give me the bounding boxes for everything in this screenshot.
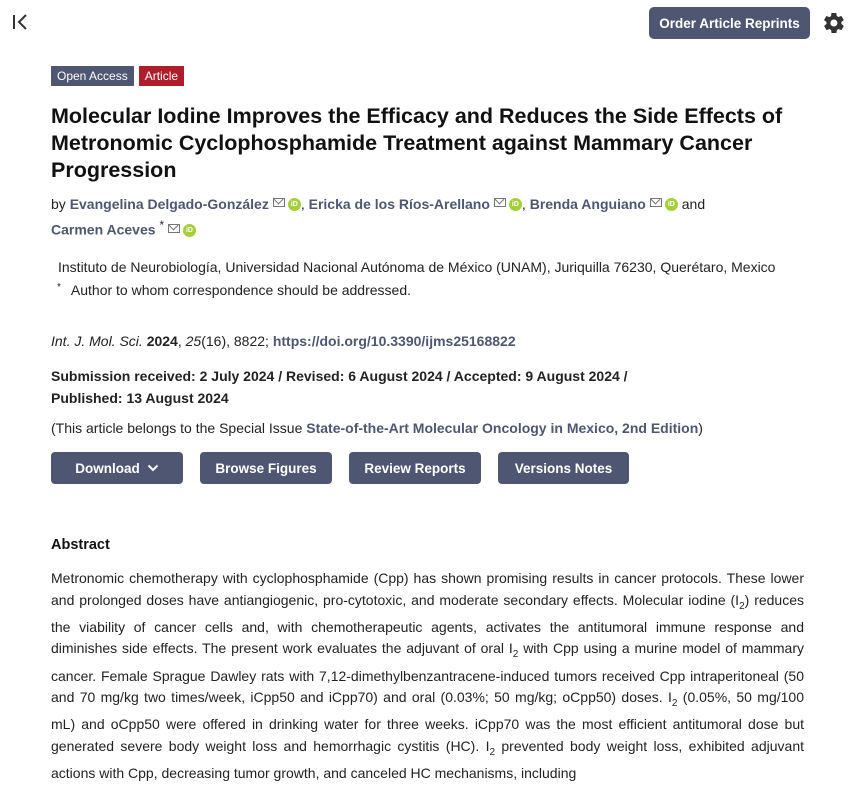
article-badges: [51, 66, 184, 86]
author-link[interactable]: Carmen Aceves: [51, 221, 156, 238]
doi-link[interactable]: https://doi.org/10.3390/ijms25168822: [272, 333, 516, 349]
special-issue-prefix: (This article belongs to the Special Issue: [51, 420, 307, 436]
subscript: 2: [512, 649, 519, 661]
order-reprints-button[interactable]: Order Article Reprints: [649, 7, 810, 39]
correspondence-text: Author to whom correspondence should be addressed.: [70, 282, 412, 298]
email-icon[interactable]: [273, 198, 285, 207]
gear-icon[interactable]: [822, 11, 846, 35]
abstract-part: Metronomic chemotherapy with cyclophosphamide (Cpp) has shown promising results in cancer protocols. These lower and prolonged doses have antiangiogenic, pro-cytotoxic, and moderate secondary effects. Molecular iodine (I: [51, 570, 804, 608]
article-type-badge: Article: [139, 66, 184, 86]
email-icon[interactable]: [650, 198, 662, 207]
by-label: by: [51, 196, 70, 212]
abstract-part: with Cpp using a murine model of mammary cancer. Female Sprague Dawley rats with 7,12-dimethylbenzantracene-induced tumors received Cpp intraperitoneal (50 and 70 mg/kg two times/week, iCpp50 and iCpp70) and oral (0.03%; 50 mg/kg; oCpp50) doses. I: [51, 640, 805, 706]
orcid-icon[interactable]: iD: [183, 224, 196, 237]
chevron-down-icon: [147, 464, 159, 472]
abstract-part: (0.05%, 50 mg/100 mL) and oCpp50 were offered in drinking water for three weeks. iCpp70 was the most efficient antitumoral dose but generated severe body weight loss and hemorrhagic cystitis (HC). I: [51, 689, 804, 754]
open-access-badge: Open Access: [51, 66, 134, 86]
correspondence-note: [57, 282, 411, 298]
citation-year: 2024: [146, 333, 178, 349]
journal-name: Int. J. Mol. Sci.: [51, 333, 143, 349]
browse-figures-button[interactable]: Browse Figures: [200, 452, 332, 484]
article-actions: [51, 452, 629, 484]
subscript: 2: [489, 746, 496, 758]
abstract-part: ) reduces the viability of cancer cells and, with chemotherapeutic agents, activates the antitumoral immune response and diminishes side effects. The present work evaluates the adjuvant of oral I: [51, 591, 805, 657]
orcid-icon[interactable]: iD: [509, 198, 522, 211]
author-link[interactable]: Brenda Anguiano: [529, 196, 646, 212]
affiliation: Instituto de Neurobiología, Universidad Nacional Autónoma de México (UNAM), Juriquilla 76230, Querétaro, Mexico: [58, 259, 776, 275]
special-issue-suffix: ): [698, 420, 703, 436]
author-link[interactable]: Evangelina Delgado-González: [69, 196, 269, 212]
download-button[interactable]: [51, 452, 183, 484]
review-reports-button[interactable]: Review Reports: [349, 452, 481, 484]
article-title: Molecular Iodine Improves the Efficacy and Reduces the Side Effects of Metronomic Cyclophosphamide Treatment against Mammary Cancer Progression: [51, 104, 783, 182]
citation-issue: (16), 8822;: [201, 333, 273, 349]
abstract-heading: Abstract: [51, 537, 110, 553]
special-issue: [51, 420, 703, 436]
orcid-icon[interactable]: iD: [288, 198, 301, 211]
author-separator: ,: [521, 196, 530, 212]
author-separator: and: [677, 196, 706, 212]
citation-volume: 25: [185, 333, 202, 349]
versions-notes-button[interactable]: Versions Notes: [498, 452, 629, 484]
author-link[interactable]: Ericka de los Ríos-Arellano: [308, 196, 490, 212]
citation: Int. J. Mol. Sci. 2024, 25(16), 8822; https://doi.org/10.3390/ijms25168822: [51, 333, 516, 349]
abstract-text: [51, 568, 804, 785]
abstract-part: prevented body weight loss, exhibited adjuvant actions with Cpp, decreasing tumor growth, and canceled HC mechanisms, including: [51, 737, 804, 782]
author-list: [51, 193, 804, 241]
email-icon[interactable]: [168, 224, 180, 233]
special-issue-link[interactable]: State-of-the-Art Molecular Oncology in Mexico, 2nd Edition: [306, 420, 699, 436]
collapse-sidebar-icon[interactable]: [11, 12, 31, 32]
publication-dates: Submission received: 2 July 2024 / Revised: 6 August 2024 / Accepted: 9 August 2024 / Published: 13 August 2024: [51, 368, 628, 406]
correspondence-mark: *: [57, 282, 61, 293]
download-label: Download: [75, 460, 140, 476]
subscript: 2: [671, 697, 678, 709]
corresponding-star: *: [159, 219, 164, 232]
subscript: 2: [739, 600, 745, 612]
email-icon[interactable]: [494, 198, 506, 207]
orcid-icon[interactable]: iD: [665, 198, 678, 211]
author-separator: ,: [300, 196, 309, 212]
